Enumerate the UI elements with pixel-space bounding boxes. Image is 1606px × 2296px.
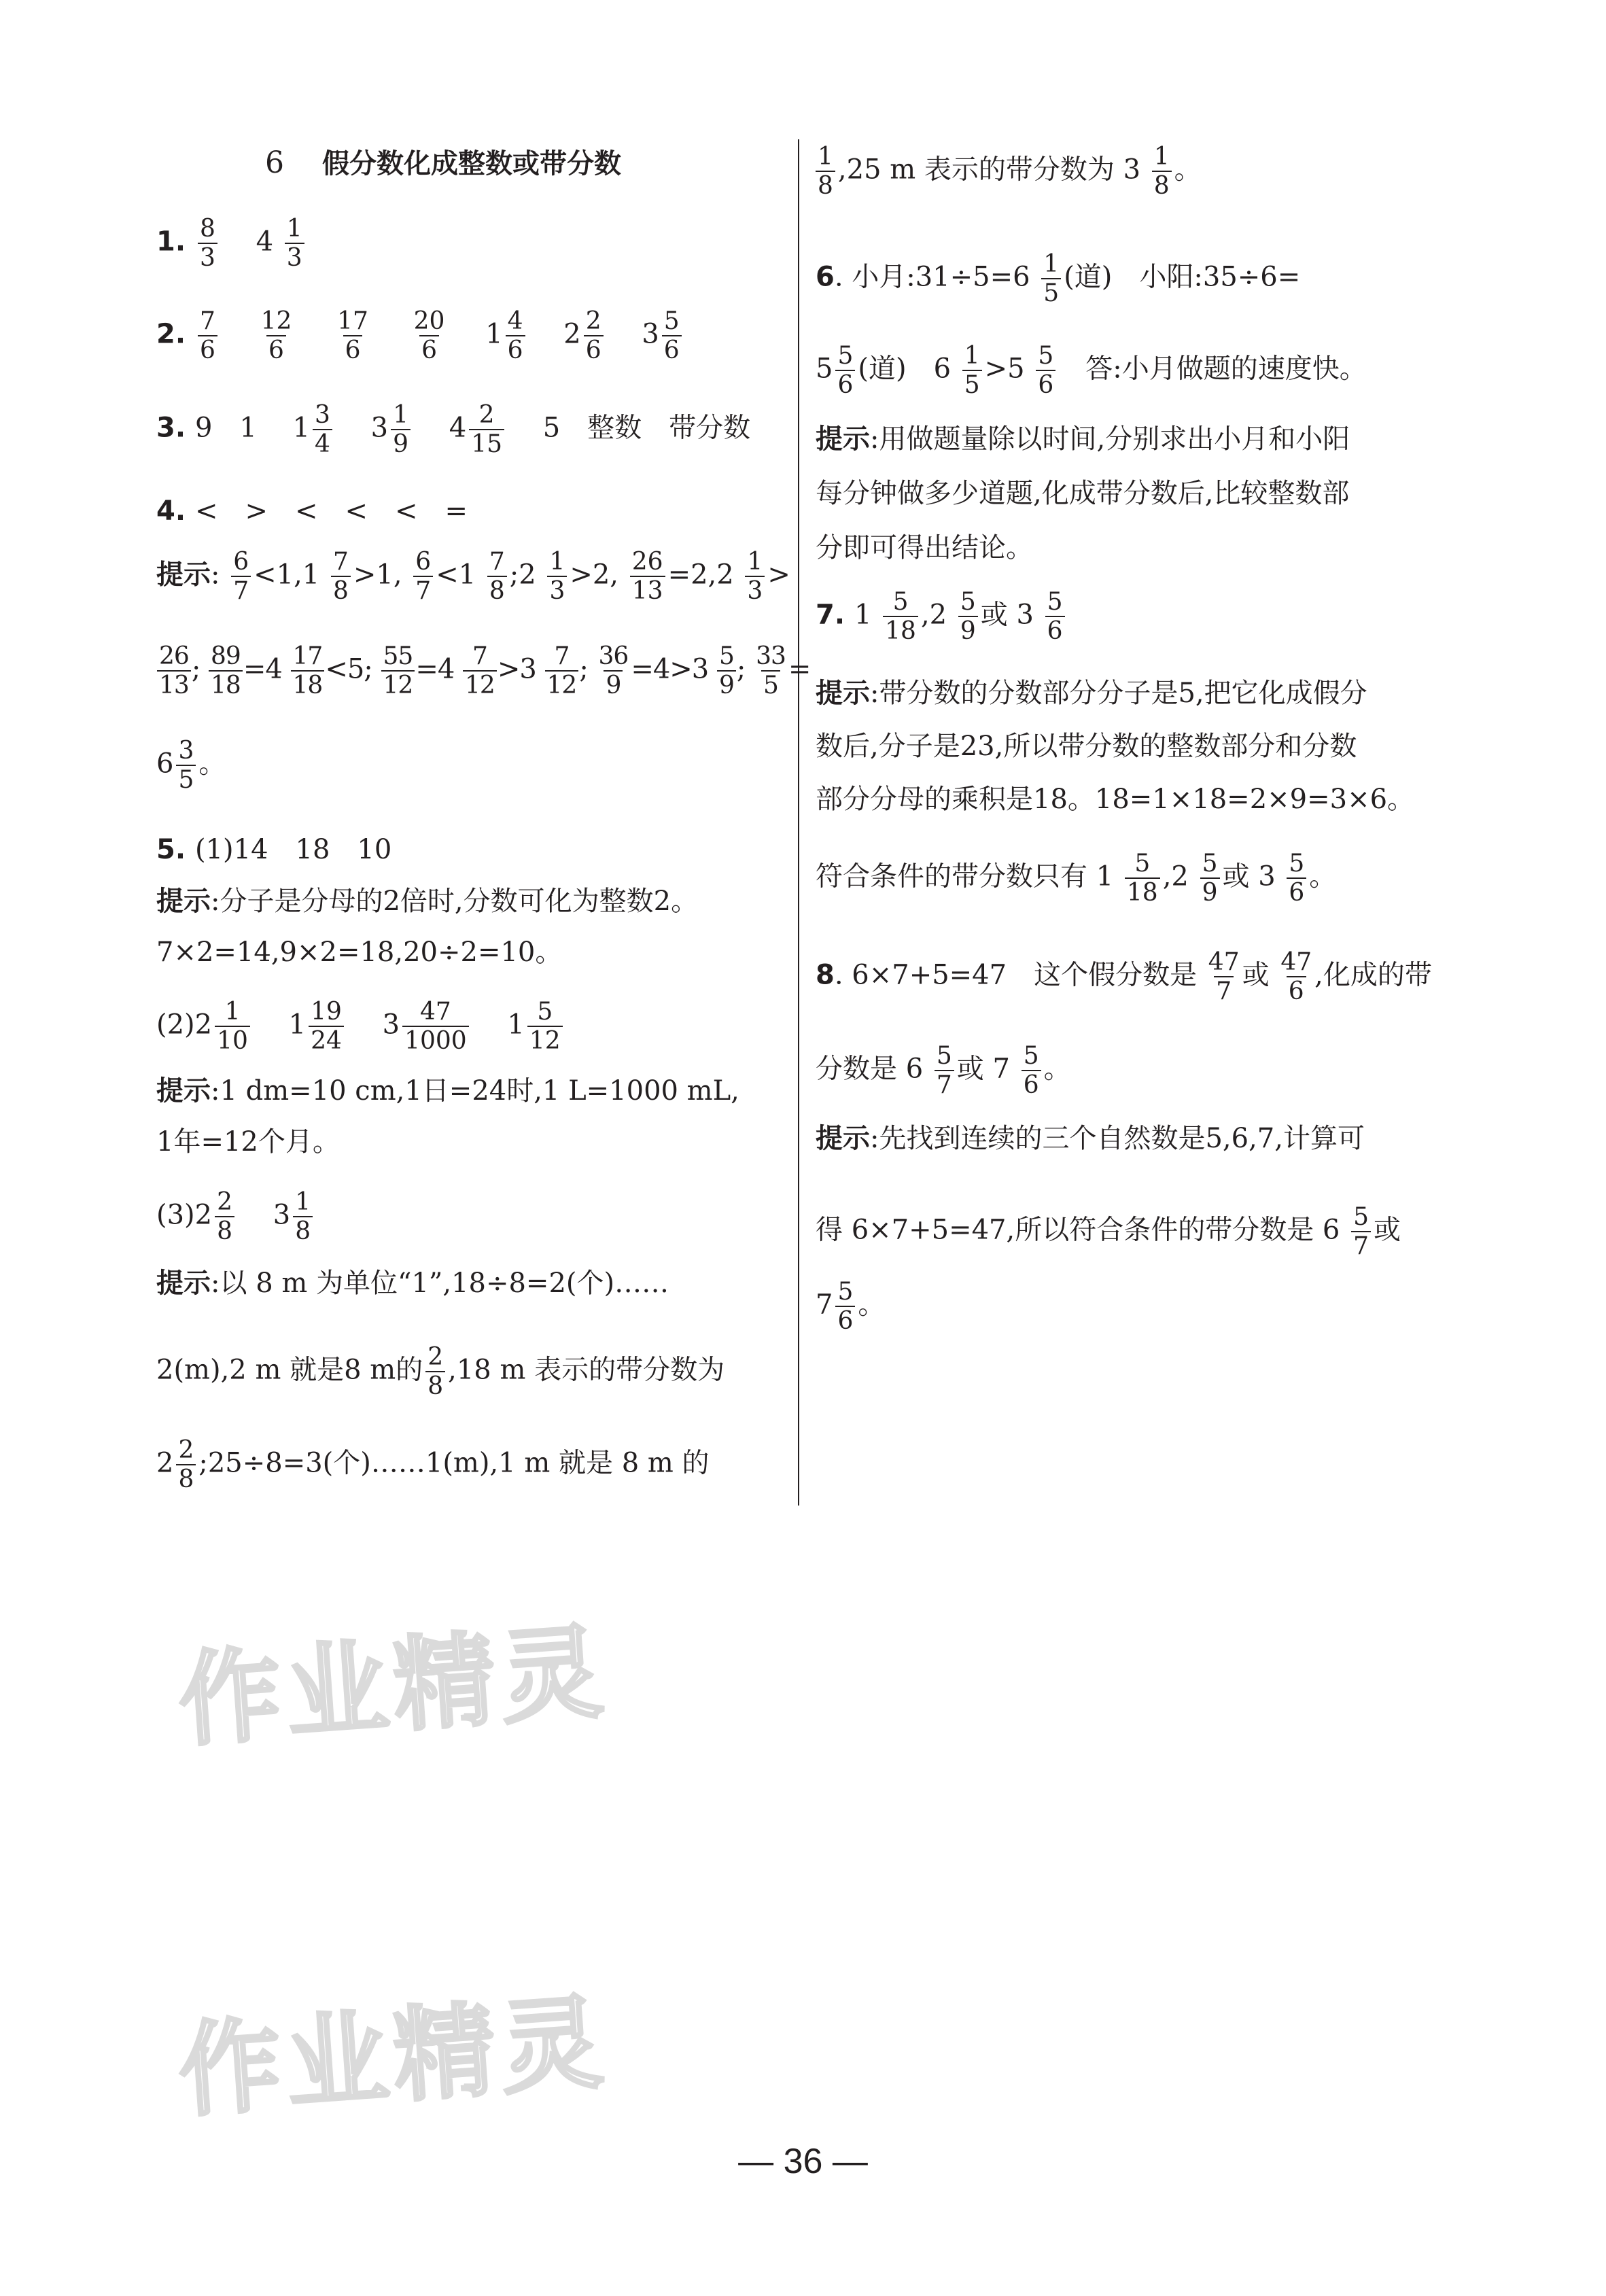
watermark: 作业精灵 bbox=[175, 1983, 612, 2132]
question-4-tip-line-1: 提示: $\frac{6}{7}$ <1,1 $\frac{7}{8}$ >1, $\frac{6}{7}$ <1 $\frac{7}{8}$ ;2 $\frac{1}{3}$ >2, $\frac{26}{13}$ =2,2 $\frac{1}{3}$ > bbox=[156, 548, 790, 606]
question-8: 8. 6×7+5=47 这个假分数是 $\frac{47}{7}$ 或 $\frac{47}{6}$ ,化成的带 bbox=[816, 948, 1432, 1006]
question-5-tip-2-line-2: 1年=12个月。 bbox=[156, 1126, 340, 1158]
fraction: $\frac{5}{6}$ bbox=[1022, 1042, 1041, 1100]
question-6-tip-line-3: 分即可得出结论。 bbox=[816, 532, 1033, 563]
fraction: $\frac{5}{18}$ bbox=[883, 588, 918, 646]
fraction: $\frac{26}{13}$ bbox=[630, 548, 665, 606]
fraction: $\frac{1}{3}$ bbox=[547, 548, 567, 606]
question-8-tip-line-3: 7 $\frac{5}{6}$ 。 bbox=[816, 1278, 886, 1336]
question-5-part-2: (2)2 $\frac{1}{10}$ 1 $\frac{19}{24}$ 3 $\frac{47}{1000}$ 1 $\frac{5}{12}$ bbox=[156, 998, 565, 1056]
fraction: $\frac{5}{7}$ bbox=[1351, 1203, 1371, 1261]
watermark: 作业精灵 bbox=[175, 1613, 612, 1761]
question-8-line-2: 分数是 6 $\frac{5}{7}$ 或 7 $\frac{5}{6}$ 。 bbox=[816, 1042, 1071, 1100]
fraction: $\frac{47}{6}$ bbox=[1280, 948, 1312, 1006]
question-5-tip-2: 提示:1 dm=10 cm,1日=24时,1 L=1000 mL, bbox=[156, 1075, 739, 1107]
question-6-tip-line-2: 每分钟做多少道题,化成带分数后,比较整数部 bbox=[816, 478, 1350, 509]
fraction: $\frac{7}{6}$ bbox=[198, 307, 217, 365]
fraction: $\frac{26}{13}$ bbox=[157, 642, 191, 700]
question-6: 6. 小月:31÷5=6 $\frac{1}{5}$ (道) 小阳:35÷6= bbox=[816, 250, 1301, 308]
fraction: $\frac{5}{6}$ bbox=[1287, 850, 1306, 907]
question-8-tip: 提示:先找到连续的三个自然数是5,6,7,计算可 bbox=[816, 1123, 1365, 1154]
fraction: $\frac{47}{1000}$ bbox=[402, 998, 469, 1056]
fraction: $\frac{5}{6}$ bbox=[662, 307, 682, 365]
question-5-part-3: (3)2 $\frac{2}{8}$ 3 $\frac{1}{8}$ bbox=[156, 1188, 315, 1246]
fraction: $\frac{5}{6}$ bbox=[1045, 588, 1065, 646]
question-5-tip-1: 提示:分子是分母的2倍时,分数可化为整数2。 bbox=[156, 886, 699, 917]
question-7-tip-line-3: 部分分母的乘积是18。18=1×18=2×9=3×6。 bbox=[816, 784, 1415, 815]
fraction: $\frac{5}{9}$ bbox=[717, 642, 736, 700]
fraction: $\frac{1}{8}$ bbox=[293, 1188, 313, 1246]
fraction: $\frac{7}{12}$ bbox=[545, 642, 579, 700]
section-title-text: 假分数化成整数或带分数 bbox=[322, 148, 621, 179]
fraction: $\frac{5}{9}$ bbox=[1200, 850, 1220, 907]
fraction: $\frac{6}{7}$ bbox=[413, 548, 433, 606]
question-1: 1. $\frac{8}{3}$ 4 $\frac{1}{3}$ bbox=[156, 215, 307, 273]
question-5-tip-3: 提示:以 8 m 为单位“1”,18÷8=2(个)…… bbox=[156, 1268, 669, 1299]
fraction: $\frac{1}{3}$ bbox=[745, 548, 765, 606]
fraction: $\frac{89}{18}$ bbox=[209, 642, 243, 700]
fraction: $\frac{2}{8}$ bbox=[215, 1188, 234, 1246]
section-title bbox=[265, 145, 621, 180]
question-8-tip-line-2: 得 6×7+5=47,所以符合条件的带分数是 6 $\frac{5}{7}$ 或 bbox=[816, 1203, 1401, 1261]
question-5-tip-3-line-2: 2(m),2 m 就是8 m的 $\frac{2}{8}$ ,18 m 表示的带分数为 bbox=[156, 1343, 725, 1401]
fraction: $\frac{3}{5}$ bbox=[176, 737, 196, 795]
fraction: $\frac{17}{18}$ bbox=[291, 642, 325, 700]
fraction: $\frac{2}{8}$ bbox=[425, 1343, 445, 1401]
fraction: $\frac{7}{8}$ bbox=[331, 548, 351, 606]
fraction: $\frac{1}{8}$ bbox=[1152, 143, 1172, 201]
continued-text: $\frac{1}{8}$ ,25 m 表示的带分数为 3 $\frac{1}{8}$ 。 bbox=[816, 143, 1202, 201]
fraction: $\frac{7}{12}$ bbox=[463, 642, 497, 700]
question-4: 4. < > < < < = bbox=[156, 495, 468, 527]
fraction: $\frac{1}{3}$ bbox=[285, 215, 304, 273]
fraction: $\frac{5}{12}$ bbox=[527, 998, 563, 1056]
fraction: $\frac{4}{6}$ bbox=[506, 307, 525, 365]
page-number: — 36 — bbox=[738, 2142, 868, 2181]
fraction: $\frac{2}{8}$ bbox=[176, 1436, 196, 1494]
question-6-line-2: 5 $\frac{5}{6}$ (道) 6 $\frac{1}{5}$ >5 $\frac{5}{6}$ 答:小月做题的速度快。 bbox=[816, 342, 1367, 400]
fraction: $\frac{1}{5}$ bbox=[962, 342, 982, 400]
fraction: $\frac{3}{4}$ bbox=[313, 401, 332, 459]
fraction: $\frac{2}{15}$ bbox=[469, 401, 504, 459]
fraction: $\frac{36}{9}$ bbox=[598, 642, 629, 700]
question-4-tip-line-3: 6 $\frac{3}{5}$ 。 bbox=[156, 737, 226, 795]
fraction: $\frac{20}{6}$ bbox=[413, 307, 445, 365]
question-2: 2. $\frac{7}{6}$ $\frac{12}{6}$ $\frac{17}{6}$ $\frac{20}{6}$ 1 $\frac{4}{6}$ 2 $\frac{2}{6}$ 3 $\frac{5}{6}$ bbox=[156, 307, 684, 365]
question-7: 7. 1 $\frac{5}{18}$ ,2 $\frac{5}{9}$ 或 3 $\frac{5}{6}$ bbox=[816, 588, 1068, 646]
fraction: $\frac{5}{9}$ bbox=[958, 588, 978, 646]
fraction: $\frac{17}{6}$ bbox=[337, 307, 368, 365]
fraction: $\frac{12}{6}$ bbox=[260, 307, 292, 365]
question-5-tip-3-line-3: 2 $\frac{2}{8}$ ;25÷8=3(个)……1(m),1 m 就是 8 m 的 bbox=[156, 1436, 710, 1494]
question-5-part-1: 5. (1)14 18 10 bbox=[156, 834, 392, 865]
fraction: $\frac{19}{24}$ bbox=[309, 998, 344, 1056]
fraction: $\frac{47}{7}$ bbox=[1208, 948, 1240, 1006]
fraction: $\frac{5}{6}$ bbox=[835, 1278, 855, 1336]
fraction: $\frac{1}{10}$ bbox=[215, 998, 250, 1056]
question-6-tip: 提示:用做题量除以时间,分别求出小月和小阳 bbox=[816, 423, 1350, 455]
question-7-tip-line-4: 符合条件的带分数只有 1 $\frac{5}{18}$ ,2 $\frac{5}{9}$ 或 3 $\frac{5}{6}$ 。 bbox=[816, 850, 1337, 907]
question-4-tip-line-2: $\frac{26}{13}$ ; $\frac{89}{18}$ =4 $\frac{17}{18}$ <5; $\frac{55}{12}$ =4 $\frac{7}{12}$ >3 $\frac{7}{12}$ ; $\frac{36}{9}$ =4>3 $\frac{5}{9}$ ; $\frac{33}{5}$ = bbox=[156, 642, 810, 700]
question-3: 3. 9 1 1 $\frac{3}{4}$ 3 $\frac{1}{9}$ 4 $\frac{2}{15}$ 5 整数 带分数 bbox=[156, 401, 751, 459]
fraction: $\frac{1}{9}$ bbox=[391, 401, 411, 459]
fraction: $\frac{55}{12}$ bbox=[381, 642, 415, 700]
fraction: $\frac{5}{7}$ bbox=[935, 1042, 954, 1100]
question-7-tip-line-2: 数后,分子是23,所以带分数的整数部分和分数 bbox=[816, 731, 1357, 762]
fraction: $\frac{5}{6}$ bbox=[835, 342, 855, 400]
section-number: 6 bbox=[265, 145, 284, 180]
column-divider bbox=[798, 139, 799, 1506]
question-5-tip-1-line-2: 7×2=14,9×2=18,20÷2=10。 bbox=[156, 937, 563, 968]
fraction: $\frac{6}{7}$ bbox=[231, 548, 251, 606]
fraction: $\frac{5}{18}$ bbox=[1125, 850, 1160, 907]
fraction: $\frac{1}{8}$ bbox=[816, 143, 835, 201]
fraction: $\frac{33}{5}$ bbox=[756, 642, 786, 700]
fraction: $\frac{5}{6}$ bbox=[1036, 342, 1055, 400]
fraction: $\frac{8}{3}$ bbox=[198, 215, 217, 273]
fraction: $\frac{1}{5}$ bbox=[1041, 250, 1061, 308]
fraction: $\frac{7}{8}$ bbox=[487, 548, 507, 606]
question-7-tip: 提示:带分数的分数部分分子是5,把它化成假分 bbox=[816, 678, 1367, 709]
fraction: $\frac{2}{6}$ bbox=[584, 307, 604, 365]
